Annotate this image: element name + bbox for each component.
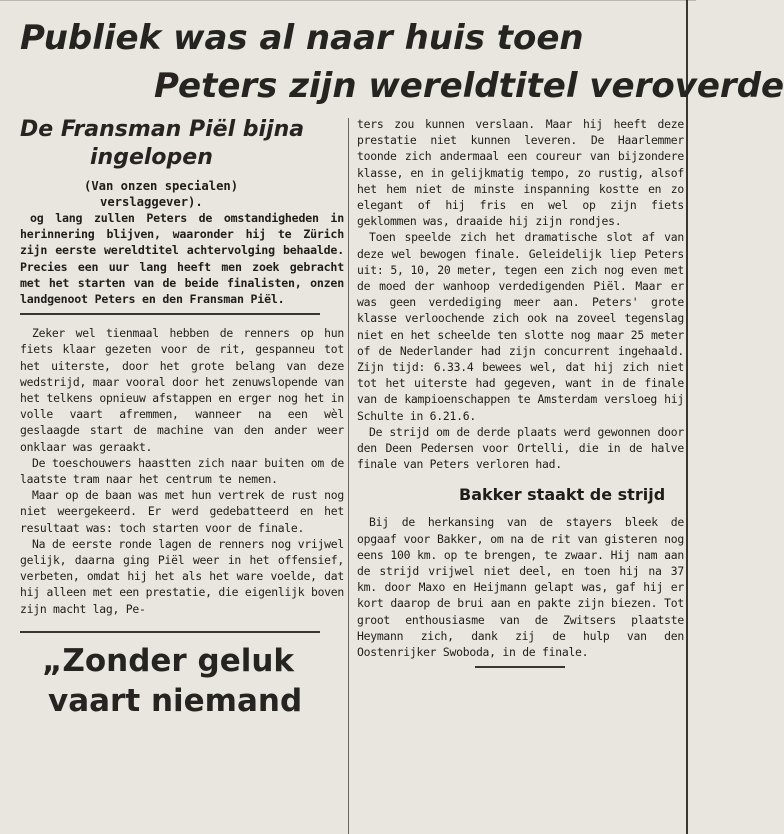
subhead-line-1: De Fransman Piël bijna [20, 117, 305, 142]
subhead-line-2: ingelopen [90, 145, 213, 170]
main-headline [0, 14, 784, 110]
top-rule [0, 0, 696, 1]
right-column-rule [686, 0, 688, 834]
lead-separator [20, 313, 320, 315]
end-rule [475, 666, 565, 668]
bakker-paragraph: Bij de herkansing van de stayers bleek de opgaaf voor Bakker, om na de rit van gisteren nog eens 100 km. op te brengen, te zwaar. Hij nam aan de strijd vrijwel niet deel, en toen hij na 37 km. door Maxo en Heijmann gelapt was, gaf hij er kort daarop de brui aan en pakte zijn biezen. Tot groot enthousiasme van de Zwitsers plaatste Heymann zich, dank zij de hulp van den Oostenrijker Swoboda, in de finale. [357, 515, 684, 660]
next-article-rule [20, 631, 320, 633]
left-column [20, 116, 344, 721]
body-paragraph: De toeschouwers haastten zich naar buiten om de laatste tram naar het centrum te nemen. [20, 455, 344, 487]
bakker-subheading: Bakker staakt de strijd [459, 485, 666, 505]
column-divider [348, 118, 349, 834]
article-subhead [20, 116, 344, 172]
body-paragraph: De strijd om de derde plaats werd gewonnen door den Deen Pedersen voor Ortelli, die in de halve finale van Peters verloren had. [357, 424, 684, 472]
body-paragraph: Na de eerste ronde lagen de renners nog vrijwel gelijk, daarna ging Piël weer in het offensief, verbeten, omdat hij het als het ware voelde, dat hij alleen met een prestatie, die eigenlijk boven zijn macht lag, Pe- [20, 536, 344, 616]
headline-line-2: Peters zijn wereldtitel veroverde [154, 66, 784, 106]
body-paragraph: Toen speelde zich het dramatische slot af van deze wel bewogen finale. Geleidelijk liep Peters uit: 5, 10, 20 meter, tegen een zich nog even met de moed der wanhoop verdedigenden Piël. Maar er was geen verdediging meer aan. Peters' grote klasse verloochende zich ook na zoveel tegenslag niet en het scheelde ten slotte nog maar 25 meter of de Nederlander had zijn concurrent ingehaald. Zijn tijd: 6.33.4 bewees wel, dat hij zich niet tot het uiterste had gegeven, want in de finale van de kampioenschappen te Amsterdam versloeg hij Schulte in 6.21.6. [357, 230, 684, 423]
next-headline-line-2: vaart niemand [48, 682, 303, 719]
body-paragraph: Zeker wel tienmaal hebben de renners op hun fiets klaar gezeten voor de rit, gespanneu tot het uiterste, door het grote belang van deze wedstrijd, maar vooral door het zenuwslopende van het telkens opnieuw afstappen en erger nog het in volle vaart afremmen, wanneer na een wèl geslaagde start de machine van den ander weer onklaar was geraakt. [20, 326, 344, 454]
body-paragraph: Maar op de baan was met hun vertrek de rust nog niet weergekeerd. Er werd gedebatteerd en het resultaat was: toch starten voor de finale. [20, 488, 344, 535]
byline-line-1: (Van onzen specialen) [84, 179, 239, 193]
byline [20, 178, 344, 210]
next-article-headline [20, 641, 344, 721]
next-headline-line-1: „Zonder geluk [42, 642, 295, 679]
headline-line-1: Publiek was al naar huis toen [20, 18, 584, 58]
right-column [357, 116, 684, 668]
continued-paragraph: ters zou kunnen verslaan. Maar hij heeft deze prestatie niet kunnen leveren. De Haarlemmer toonde zich andermaal een coureur van bijzondere klasse, en in gelijkmatig tempo, zo rustig, alsof het hem niet de minste inspanning kostte en zo elegant of hij fris en wel op zijn fiets geklommen was, draaide hij zijn rondjes. [357, 117, 684, 229]
lead-paragraph: og lang zullen Peters de omstandigheden in herinnering blijven, waaronder hij te Zürich zijn eerste wereldtitel achtervolging behaalde. Precies een uur lang heeft men zoek gebracht met het starten van de beide finalisten, onzen landgenoot Peters en den Fransman Piël. [20, 211, 344, 307]
byline-line-2: verslaggever). [100, 195, 203, 209]
